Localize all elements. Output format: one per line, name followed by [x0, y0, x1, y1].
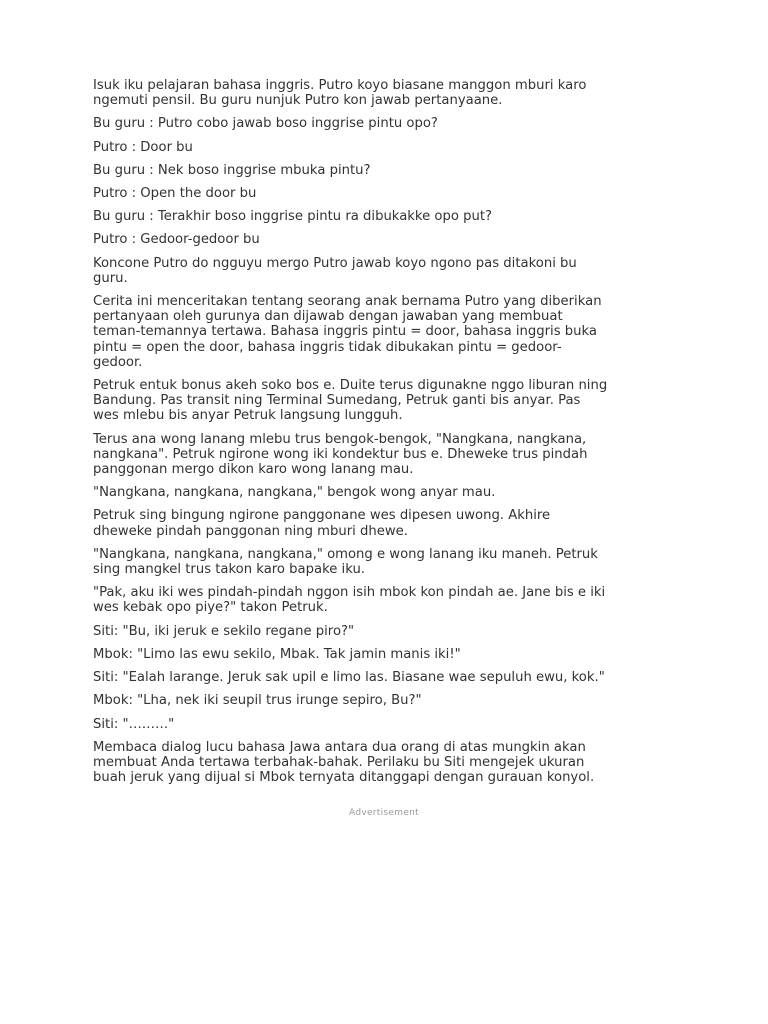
dialog-line: Mbok: "Limo las ewu sekilo, Mbak. Tak jamin manis iki!" [93, 646, 461, 662]
paragraph: Petruk sing bingung ngirone panggonane wes dipesen uwong. Akhire dheweke pindah panggonan ning mburi dhewe. [93, 508, 551, 539]
dialog-line: Siti: "Ealah larange. Jeruk sak upil e limo las. Biasane wae sepuluh ewu, kok." [93, 670, 605, 686]
paragraph: Membaca dialog lucu bahasa Jawa antara dua orang di atas mungkin akan membuat Anda tertawa terbahak-bahak. Perilaku bu Siti mengejek ukuran buah jeruk yang dijual si Mbok ternyata ditanggapi dengan gurauan konyol. [93, 739, 595, 786]
dialog-line: Siti: "Bu, iki jeruk e sekilo regane piro?" [93, 623, 355, 639]
paragraph: Terus ana wong lanang mlebu trus bengok-bengok, "Nangkana, nangkana, nangkana". Petruk ngirone wong iki kondektur bus e. Dheweke trus pindah panggonan mergo dikon karo wong lanang mau. [93, 431, 588, 478]
paragraph: "Nangkana, nangkana, nangkana," omong e wong lanang iku maneh. Petruk sing mangkel trus takon karo bapake iku. [93, 546, 598, 578]
dialog-line: Putro : Door bu [93, 139, 193, 155]
dialog-line: Siti: "………" [93, 716, 175, 732]
dialog-line: Bu guru : Nek boso inggrise mbuka pintu? [93, 162, 371, 178]
paragraph: Petruk entuk bonus akeh soko bos e. Duite terus digunakne nggo liburan ning Bandung. Pas transit ning Terminal Sumedang, Petruk ganti bis anyar. Pas wes mlebu bis anyar Petruk langsung lungguh. [93, 378, 608, 424]
advertisement-label: Advertisement [349, 808, 419, 818]
paragraph: Koncone Putro do ngguyu mergo Putro jawab koyo ngono pas ditakoni bu guru. [93, 255, 577, 286]
paragraph: Isuk iku pelajaran bahasa inggris. Putro koyo biasane manggon mburi karo ngemuti pensil. Bu guru nunjuk Putro kon jawab pertanyaane. [93, 78, 587, 109]
paragraph: "Pak, aku iki wes pindah-pindah nggon isih mbok kon pindah ae. Jane bis e iki wes kebak opo piye?" takon Petruk. [93, 585, 606, 616]
dialog-line: "Nangkana, nangkana, nangkana," bengok wong anyar mau. [93, 485, 496, 501]
article-body [93, 78, 683, 793]
dialog-line: Bu guru : Terakhir boso inggrise pintu ra dibukakke opo put? [93, 209, 492, 225]
paragraph: Cerita ini menceritakan tentang seorang anak bernama Putro yang diberikan pertanyaan oleh gurunya dan dijawab dengan jawaban yang membuat teman-temannya tertawa. Bahasa inggris pintu = door, bahasa inggris buka pintu = open the door, bahasa inggris tidak dibukakan pintu = gedoor- gedoor. [93, 294, 602, 370]
dialog-line: Putro : Open the door bu [93, 186, 257, 202]
dialog-line: Bu guru : Putro cobo jawab boso inggrise pintu opo? [93, 116, 438, 132]
dialog-line: Mbok: "Lha, nek iki seupil trus irunge sepiro, Bu?" [93, 693, 422, 709]
dialog-line: Putro : Gedoor-gedoor bu [93, 232, 260, 248]
